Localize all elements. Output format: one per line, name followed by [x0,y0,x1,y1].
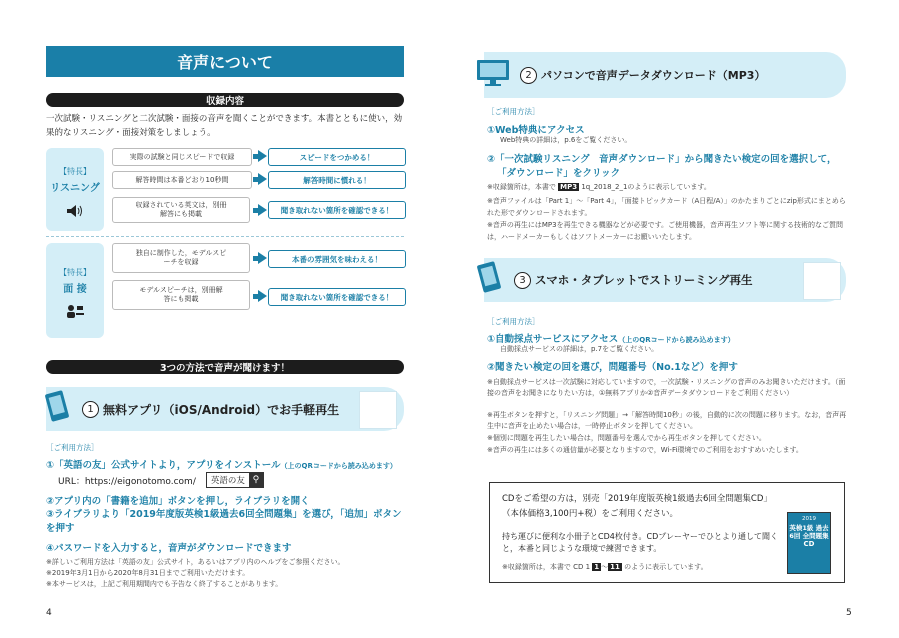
listening-label: リスニング [50,183,100,194]
method2-step1: ①Web特典にアクセス [487,125,585,136]
method1-url-row [58,472,264,488]
method3-note3: ※個別に問題を再生したい場合は，問題番号を選んでから再生ボタンを押してください。 [487,434,766,442]
cd-badge-1: 1 [594,563,600,571]
qr-code-placeholder [803,262,841,300]
arrow-icon [253,252,267,264]
method2-number: 2 [520,67,537,84]
method2-step2b: 「ダウンロード」をクリック [497,168,621,179]
method2-usage: ［ご利用方法］ [487,107,540,116]
listening-desc-2: 解答時間は本番どおり10秒間 [112,171,252,189]
method1-note2: ※2019年3月1日から2020年8月31日までご利用いただけます。 [46,569,250,577]
method2-title: パソコンで音声データダウンロード（MP3） [541,69,766,82]
interview-feature-box [46,243,104,338]
method1-note3: ※本サービスは，上記ご利用期間内でも予告なく終了することがあります。 [46,580,283,588]
method1-step2: ②アプリ内の「書籍を追加」ボタンを押し，ライブラリを開く [46,496,310,507]
method2-note3: ※音声の再生にはMP3を再生できる機器などが必要です。ご使用機器，音声再生ソフト等に関する技術的なご質問は，ハードメーカーもしくはソフトメーカーにお願いいたします。 [487,221,844,241]
method3-note1: ※自動採点サービスは一次試験に対応していますので，一次試験・リスニングの音声のみお聞きいただけます。（面接の音声をお聞きになりたい方は，①無料アプリか②音声データダウンロードをご利用ください） [487,378,846,397]
arrow-icon [253,150,267,162]
method3-title: スマホ・タブレットでストリーミング再生 [535,273,753,287]
cd-line1: CDをご希望の方は，別売「2019年度版英検1級過去6回全問題集CD」 [502,494,772,504]
method2-note1: ※収録箇所は，本書で MP3 1q_2018_2_1のように表示しています。 [487,183,711,191]
method2-bar [484,52,846,98]
cd-cover-cd: CD [803,540,815,548]
listening-tag: 【特長】 [59,167,91,176]
interview-label: 面 接 [63,284,87,295]
monitor-icon [476,58,510,92]
method3-step2: ②聞きたい検定の回を選び，問題番号（No.1など）を押す [487,362,738,373]
method1-usage: ［ご利用方法］ [46,443,99,452]
cd-line3: 持ち運びに便利な小冊子とCD4枚付き。CDプレーヤーでひとより通して聞くと，本番と同じような環境で練習できます。 [502,532,778,553]
method1-bar [46,387,404,431]
method3-step1: ①自動採点サービスにアクセス（上のQRコードから読み込めます） [487,334,735,345]
method1-step1: ①「英語の友」公式サイトより，アプリをインストール（上のQRコードから読み込めます） [46,460,397,471]
smartphone-icon [476,261,504,299]
method3-bar [484,258,846,302]
method3-number: 3 [514,272,531,289]
arrow-icon [253,290,267,302]
page-title: 音声について [46,46,404,77]
page-number-right: 5 [846,608,852,618]
search-box[interactable] [206,472,264,488]
cd-badge-11: 11 [610,563,620,571]
method1-title: 無料アプリ（iOS/Android）でお手軽再生 [103,402,340,417]
interview-tag: 【特長】 [59,268,91,277]
search-word: 英語の友 [210,476,245,486]
method1-step3: ③ライブラリより「2019年度版英検1級過去6回全問題集」を選び，「追加」ボタンを押す [46,509,402,534]
mp3-badge: MP3 [560,183,578,191]
method3-note2: ※再生ボタンを押すと，「リスニング問題」→「解答時間10秒」の後，自動的に次の問題に移ります。なお，音声再生中に音声を止めたい場合は，一時停止ボタンを押してください。 [487,411,847,430]
cd-cover-title: 英検1級 過去6回 全問題集 [789,524,829,540]
methods-heading: 3つの方法で音声が聞けます！ [46,360,404,374]
method1-step4: ④パスワードを入力すると，音声がダウンロードできます [46,543,292,554]
arrow-icon [253,173,267,185]
divider [46,236,404,237]
interview-result-2: 聞き取れない箇所を確認できる！ [268,288,406,306]
method3-step1-sub: 自動採点サービスの詳細は，p.7をご覧ください。 [500,345,659,353]
search-icon[interactable]: ⚲ [249,473,263,487]
interview-icon [46,303,104,322]
qr-code-placeholder [359,391,397,429]
page-number-left: 4 [46,608,52,618]
method3-usage: ［ご利用方法］ [487,317,540,326]
intro-text: 一次試験・リスニングと二次試験・面接の音声を聞くことができます。本書とともに使い，効果的なリスニング・面接対策をしましょう。 [46,114,403,138]
arrow-icon [253,204,267,216]
listening-desc-3: 収録されている英文は，別冊解答にも掲載 [112,197,250,223]
cd-note: ※収録箇所は，本書で CD 1 1 ～ 11 のように表示しています。 [502,563,708,571]
speaker-icon [46,202,104,221]
method3-note4: ※音声の再生には多くの通信量が必要となりますので，Wi-Fi環境でのご利用をおすすめいたします。 [487,446,803,454]
method1-url[interactable]: URL：https://eigonotomo.com/ [58,476,196,487]
cd-line2: （本体価格3,100円+税）をご利用ください。 [502,509,678,519]
cd-cover-year: 2019 [802,516,816,522]
phone-icon [44,390,72,428]
listening-result-3: 聞き取れない箇所を確認できる！ [268,201,406,219]
listening-result-1: スピードをつかめる！ [268,148,406,166]
listening-desc-1: 実際の試験と同じスピードで収録 [112,148,252,166]
listening-result-2: 解答時間に慣れる！ [268,171,406,189]
contents-heading: 収録内容 [46,93,404,107]
listening-feature-box [46,148,104,231]
method1-note1: ※詳しいご利用方法は「英語の友」公式サイト，あるいはアプリ内のヘルプをご参照ください。 [46,558,345,566]
method2-step2a: ②「一次試験リスニング 音声ダウンロード」から聞きたい検定の回を選択して， [487,154,837,165]
interview-desc-1: 独自に制作した，モデルスピーチを収録 [112,243,250,273]
method2-step1-sub: Web特典の詳細は，p.6をご覧ください。 [500,136,632,144]
method1-number: 1 [82,401,99,418]
interview-result-1: 本番の雰囲気を味わえる！ [268,250,406,268]
cd-cover-image [787,512,831,574]
interview-desc-2: モデルスピーチは，別冊解答にも掲載 [112,280,250,310]
method2-note2: ※音声ファイルは「Part 1」～「Part 4」，「面接トピックカード（A日程/A）」のかたまりごとにzip形式にまとめられた形でダウンロードされます。 [487,197,846,217]
